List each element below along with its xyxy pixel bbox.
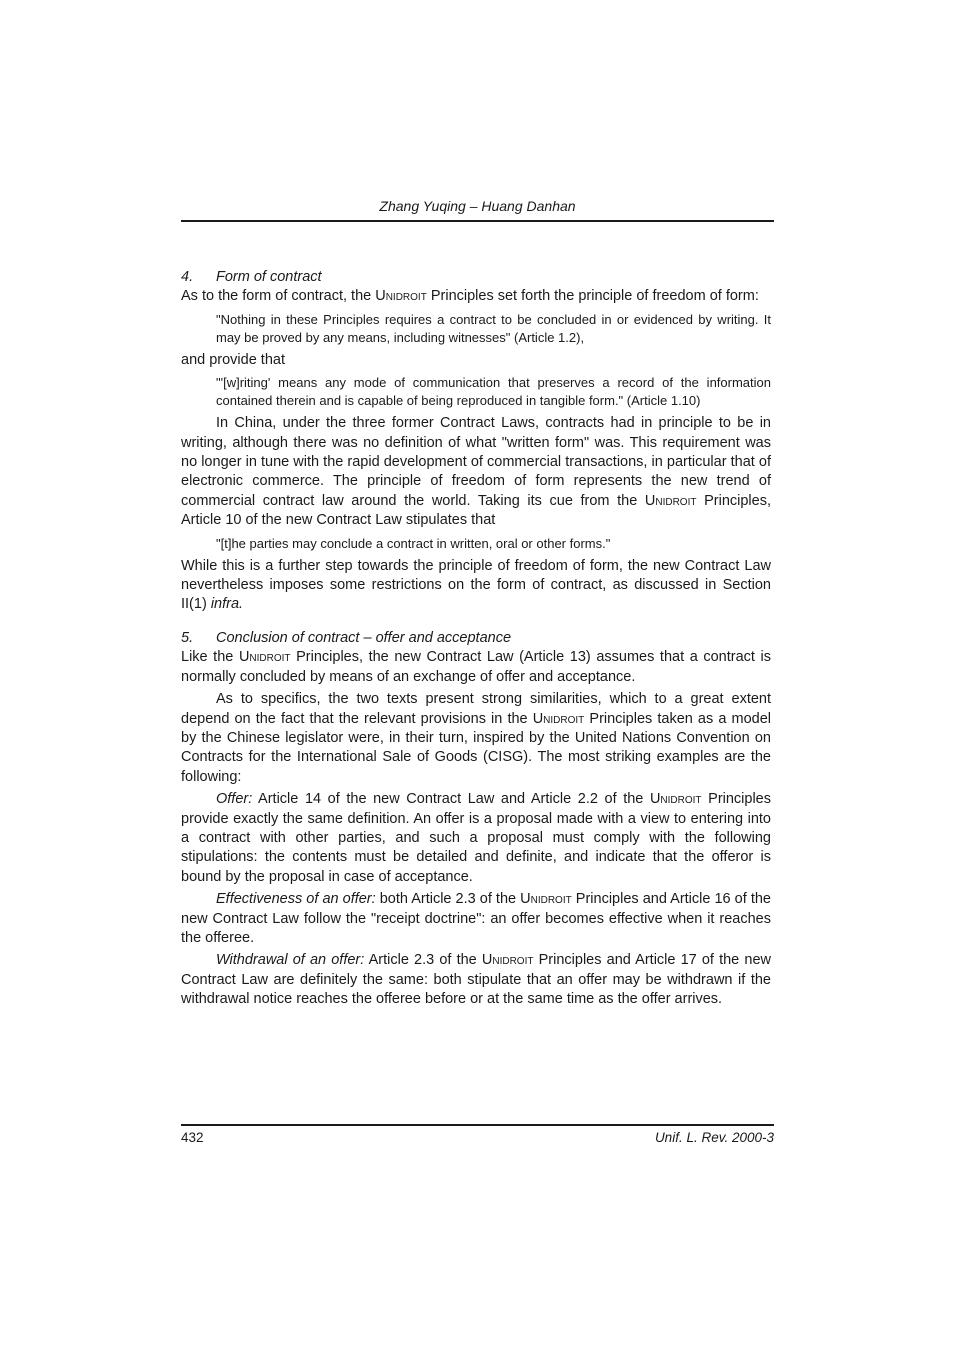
text-run: Principles set forth the principle of freedom of form: [426, 288, 759, 305]
unidroit-smallcaps: Unidroit [532, 710, 585, 727]
section-5-paragraph-effectiveness [181, 890, 771, 948]
unidroit-smallcaps: Unidroit [375, 288, 427, 305]
text-run: Principles and Article 16 of the new Contract Law follow the "receipt doctrine": an offer becomes effective when it reaches the offeree. [181, 891, 771, 946]
text-run: Principles, Article 10 of the new Contract Law stipulates that [181, 492, 771, 529]
text-run: Principles provide exactly the same definition. An offer is a proposal made with a view to entering into a contract with other parties, and such a proposal must comply with the following stipulations: the contents must be detailed and definite, and indicate that the offeror is bound by the proposal in case of acceptance. [181, 791, 771, 885]
text-run: Principles and Article 17 of the new Contract Law are definitely the same: both stipulate that an offer may be withdrawn if the withdrawal notice reaches the offeree before or at the same time as the offer arrives. [181, 952, 771, 1008]
section-4-paragraph-2: and provide that [181, 351, 285, 368]
running-head: Zhang Yuqing – Huang Danhan [379, 198, 576, 214]
section-4-paragraph-1 [181, 287, 771, 306]
text-run: Article 2.3 of the [364, 952, 482, 969]
text-run: In China, under the three former Contract Laws, contracts had in principle to be in writing, although there was no definition of what "written form" was. This requirement was no longer in tune with the rapid development of commercial transactions, in particular that of electronic commerce. The principle of freedom of form represents the new trend of commercial contract law around the world. Taking its cue from the [181, 415, 771, 509]
header-rule [181, 220, 774, 222]
text-run: Article 14 of the new Contract Law and Article 2.2 of the [252, 791, 650, 808]
text-run: As to the form of contract, the [181, 288, 376, 305]
infra-italic: infra. [210, 596, 244, 613]
section-5-heading [181, 629, 771, 648]
effectiveness-label: Effectiveness of an offer: [216, 891, 376, 908]
footer-rule [181, 1124, 774, 1126]
withdrawal-label: Withdrawal of an offer: [216, 952, 365, 969]
section-5-paragraph-1 [181, 648, 771, 687]
page-number: 432 [181, 1130, 204, 1145]
text-run: Principles, the new Contract Law (Article 13) assumes that a contract is normally concluded by means of an exchange of offer and acceptance. [181, 649, 771, 685]
section-5-title: Conclusion of contract – offer and acceptance [216, 629, 512, 646]
unidroit-smallcaps: Unidroit [238, 649, 291, 666]
text-run: both Article 2.3 of the [375, 891, 521, 908]
text-run: Principles taken as a model by the Chinese legislator were, in their turn, inspired by the United Nations Convention on Contracts for the International Sale of Goods (CISG). The most striking examples are the following: [181, 710, 771, 785]
main-text [181, 268, 771, 1010]
section-4-paragraph-3 [181, 414, 771, 530]
offer-label: Offer: [216, 791, 253, 808]
section-5-paragraph-2 [181, 690, 771, 787]
unidroit-smallcaps: Unidroit [649, 791, 702, 808]
journal-reference: Unif. L. Rev. 2000-3 [654, 1130, 774, 1145]
section-4-title: Form of contract [216, 269, 322, 285]
text-run: As to specifics, the two texts present strong similarities, which to a great extent depend on the fact that the relevant provisions in the [181, 691, 771, 727]
unidroit-smallcaps: Unidroit [481, 952, 534, 969]
section-4-number: 4. [181, 269, 194, 285]
text-run: Like the [181, 649, 239, 666]
section-5-number: 5. [181, 629, 194, 646]
quote-article-1-10: "'[w]riting' means any mode of communication that preserves a record of the information contained therein and is capable of being reproduced in tangible form." (Article 1.10) [216, 375, 771, 409]
text-run: While this is a further step towards the principle of freedom of form, the new Contract Law nevertheless imposes some restrictions on the form of contract, as discussed in Section II(1) [181, 557, 771, 613]
quote-article-1-2: "Nothing in these Principles requires a contract to be concluded in or evidenced by writing. It may be proved by any means, including witnesses" (Article 1.2), [216, 311, 771, 345]
quote-article-10: "[t]he parties may conclude a contract in written, oral or other forms." [216, 535, 611, 551]
unidroit-smallcaps: Unidroit [520, 891, 572, 908]
section-5-paragraph-offer [181, 790, 771, 887]
section-4-paragraph-4 [181, 557, 771, 615]
section-4-heading [181, 268, 771, 287]
section-5-paragraph-withdrawal [181, 951, 771, 1009]
unidroit-smallcaps: Unidroit [644, 492, 697, 509]
